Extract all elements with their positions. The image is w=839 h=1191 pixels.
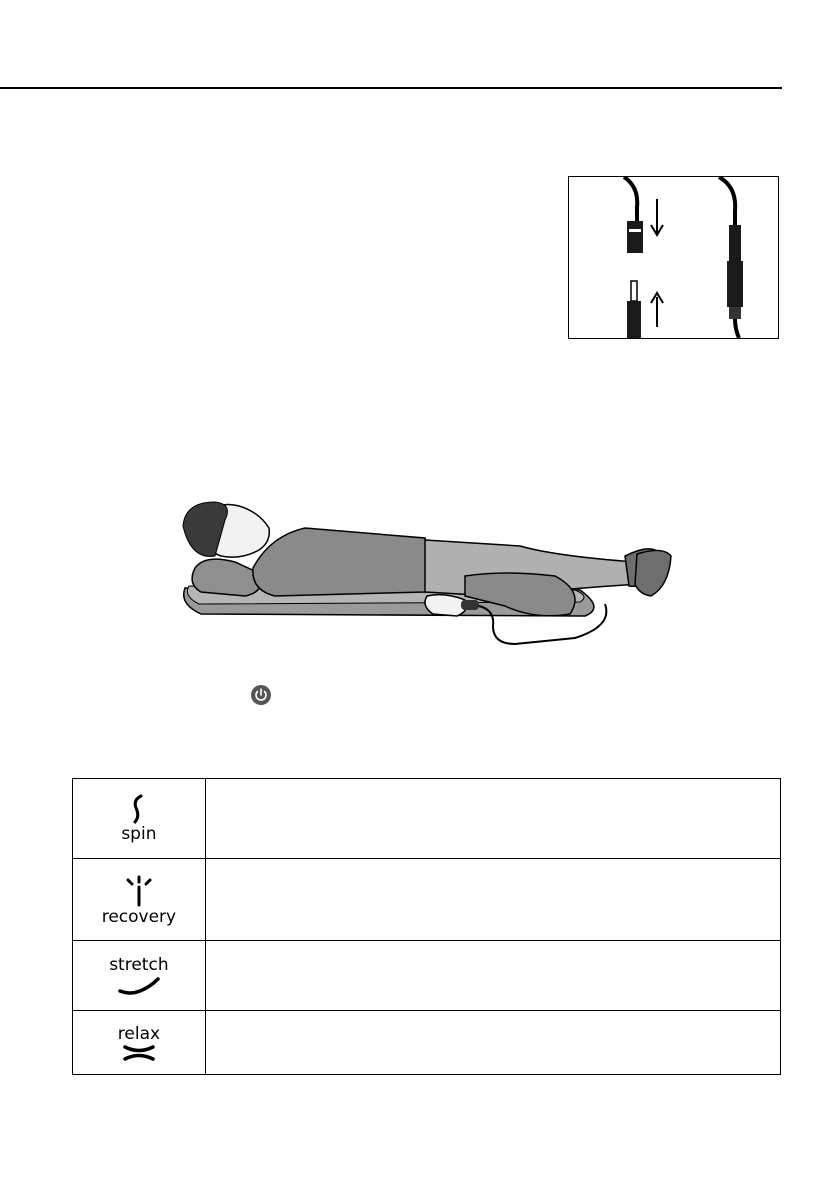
- mode-icon-cell: [73, 859, 206, 941]
- mode-table: [72, 778, 781, 1075]
- top-rule: [0, 87, 782, 89]
- mode-label: stretch: [109, 954, 169, 975]
- mode-icon-cell: [73, 779, 206, 859]
- power-icon: [250, 684, 272, 706]
- s-curve-icon: [129, 794, 149, 824]
- burst-icon: [121, 873, 157, 907]
- person-on-mat-illustration: [175, 496, 675, 646]
- mode-label: recovery: [101, 906, 177, 927]
- mode-description: [205, 941, 780, 1011]
- mode-row-spin: [73, 779, 781, 859]
- mode-description: [205, 1011, 780, 1075]
- pinch-icon: [121, 1044, 157, 1062]
- mode-row-recovery: [73, 859, 781, 941]
- mode-description: [205, 859, 780, 941]
- connector-illustration: [569, 177, 778, 338]
- arc-icon: [116, 975, 162, 997]
- mode-description: [205, 779, 780, 859]
- mode-label: spin: [121, 823, 157, 844]
- connector-figure: [568, 176, 779, 339]
- mode-label: relax: [117, 1023, 161, 1044]
- mode-row-stretch: [73, 941, 781, 1011]
- mode-icon-cell: [73, 1011, 206, 1075]
- mode-icon-cell: [73, 941, 206, 1011]
- mode-row-relax: [73, 1011, 781, 1075]
